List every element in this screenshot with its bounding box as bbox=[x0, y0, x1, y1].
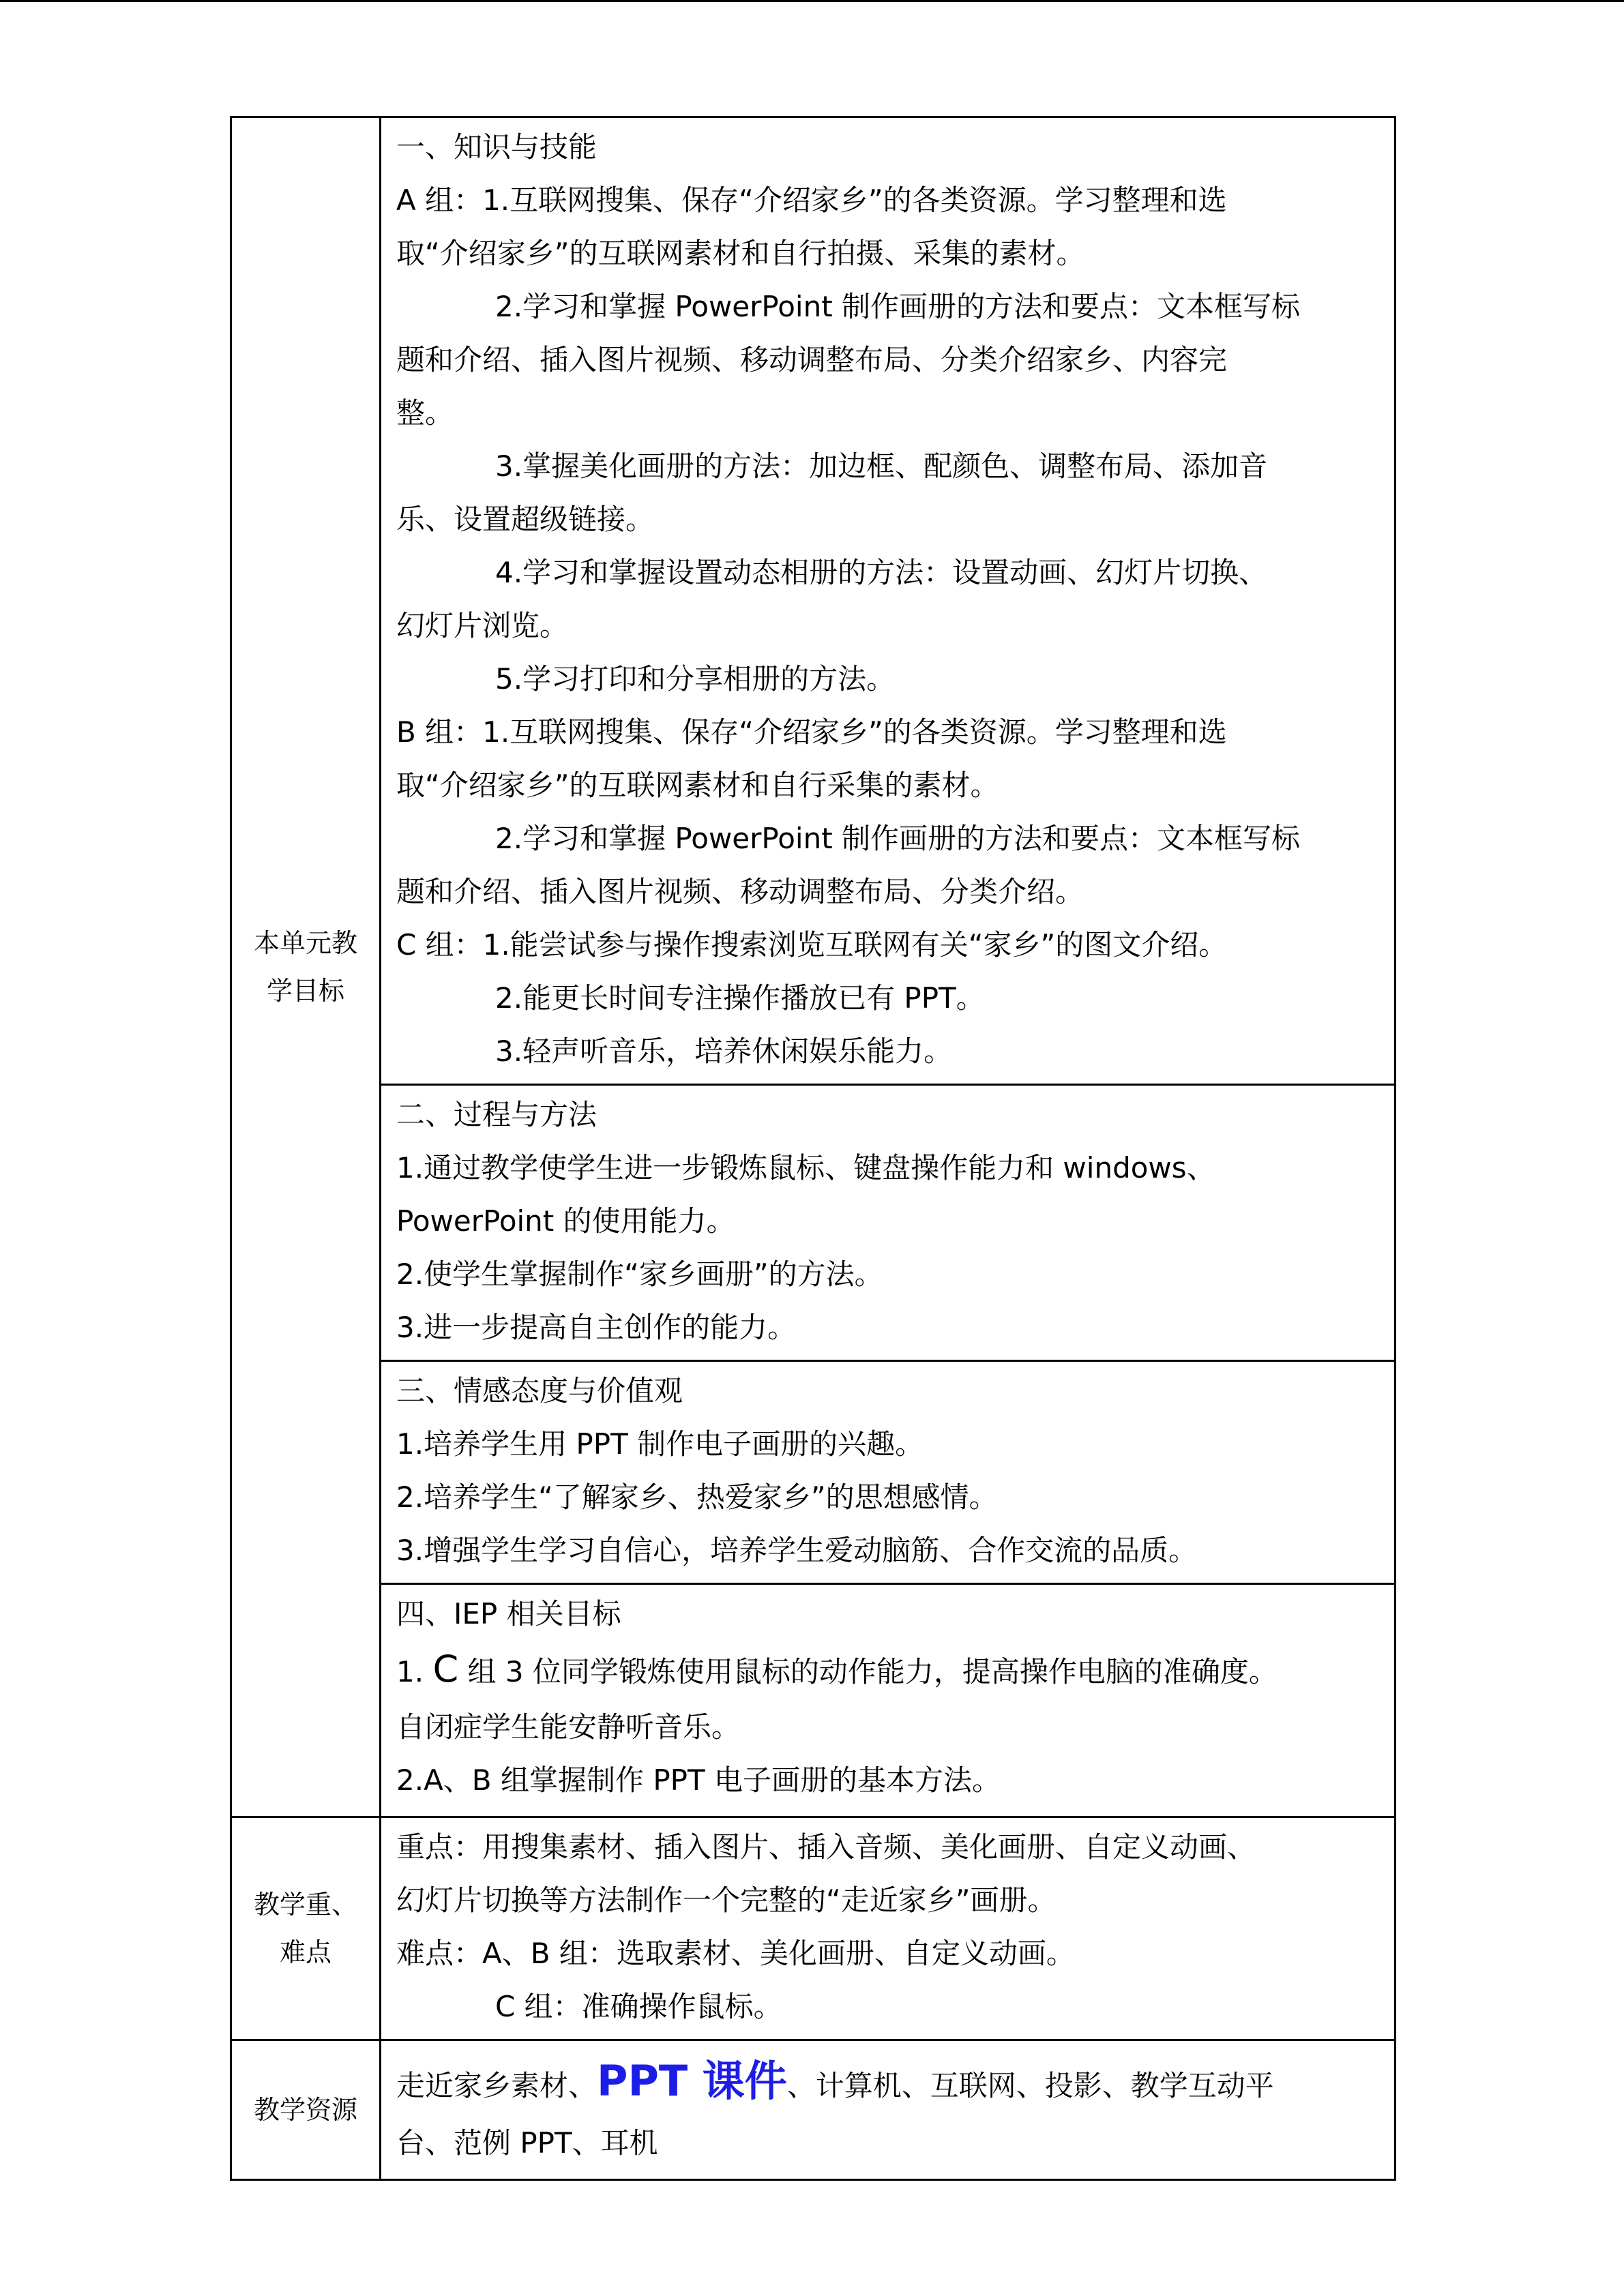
ppt-courseware-highlight: PPT 课件 bbox=[597, 2056, 787, 2106]
process-heading: 二、过程与方法 bbox=[396, 1098, 597, 1131]
knowledge-heading: 一、知识与技能 bbox=[396, 130, 597, 164]
emotion-row bbox=[231, 1361, 1396, 1584]
a-group-line: 取“介绍家乡”的互联网素材和自行拍摄、采集的素材。 bbox=[396, 237, 1085, 270]
process-line: 3.进一步提高自主创作的能力。 bbox=[396, 1311, 797, 1344]
a-group-line: 幻灯片浏览。 bbox=[396, 609, 569, 642]
knowledge-row bbox=[231, 117, 1396, 1085]
emotion-cell bbox=[381, 1361, 1396, 1584]
knowledge-cell bbox=[381, 117, 1396, 1085]
b-group-line: 取“介绍家乡”的互联网素材和自行采集的素材。 bbox=[396, 769, 999, 802]
resources-cell bbox=[381, 2040, 1396, 2180]
key-points-label: 教学重、难点 bbox=[231, 1817, 381, 2040]
lesson-plan-table bbox=[230, 116, 1396, 2181]
a-group-line: 5.学习打印和分享相册的方法。 bbox=[495, 662, 896, 696]
emotion-line: 3.增强学生学习自信心，培养学生爱动脑筋、合作交流的品质。 bbox=[396, 1534, 1198, 1567]
a-group-line: 4.学习和掌握设置动态相册的方法：设置动画、幻灯片切换、 bbox=[495, 556, 1268, 589]
key-points-row bbox=[231, 1817, 1396, 2040]
resources-prefix: 走近家乡素材、 bbox=[396, 2069, 597, 2102]
iep-line: 自闭症学生能安静听音乐。 bbox=[396, 1710, 741, 1744]
c-group-line: 3.轻声听音乐，培养休闲娱乐能力。 bbox=[495, 1034, 953, 1068]
process-line: 2.使学生掌握制作“家乡画册”的方法。 bbox=[396, 1257, 883, 1291]
iep-cell bbox=[381, 1584, 1396, 1817]
iep-heading: 四、IEP 相关目标 bbox=[396, 1597, 621, 1630]
process-line: 1.通过教学使学生进一步锻炼鼠标、键盘操作能力和 windows、 bbox=[396, 1151, 1215, 1184]
emotion-line: 1.培养学生用 PPT 制作电子画册的兴趣。 bbox=[396, 1427, 924, 1461]
b-group-line: 题和介绍、插入图片视频、移动调整布局、分类介绍。 bbox=[396, 875, 1084, 908]
a-group-line: A 组：1.互联网搜集、保存“介绍家乡”的各类资源。学习整理和选 bbox=[396, 183, 1227, 217]
process-cell bbox=[381, 1085, 1396, 1361]
a-group-line: 乐、设置超级链接。 bbox=[396, 503, 655, 536]
page-top-border bbox=[0, 0, 1624, 2]
process-row bbox=[231, 1085, 1396, 1361]
key-points-line: 重点：用搜集素材、插入图片、插入音频、美化画册、自定义动画、 bbox=[396, 1830, 1256, 1864]
b-group-line: 2.学习和掌握 PowerPoint 制作画册的方法和要点：文本框写标 bbox=[495, 822, 1301, 855]
b-group-line: B 组：1.互联网搜集、保存“介绍家乡”的各类资源。学习整理和选 bbox=[396, 715, 1227, 749]
key-points-line: 难点：A、B 组：选取素材、美化画册、自定义动画。 bbox=[396, 1937, 1075, 1970]
key-points-line: C 组：准确操作鼠标。 bbox=[495, 1990, 782, 2023]
objectives-label: 本单元教学目标 bbox=[231, 117, 381, 1817]
emotion-line: 2.培养学生“了解家乡、热爱家乡”的思想感情。 bbox=[396, 1480, 998, 1514]
emotion-heading: 三、情感态度与价值观 bbox=[396, 1374, 683, 1407]
resources-line bbox=[396, 2051, 1385, 2117]
resources-row bbox=[231, 2040, 1396, 2180]
key-points-line: 幻灯片切换等方法制作一个完整的“走近家乡”画册。 bbox=[396, 1883, 1057, 1917]
iep-line bbox=[396, 1641, 1385, 1701]
c-group-line: 2.能更长时间专注操作播放已有 PPT。 bbox=[495, 981, 985, 1015]
iep-line-prefix: 1. bbox=[396, 1655, 433, 1688]
c-group-line: C 组：1.能尝试参与操作搜索浏览互联网有关“家乡”的图文介绍。 bbox=[396, 928, 1228, 961]
iep-row bbox=[231, 1584, 1396, 1817]
process-line: PowerPoint 的使用能力。 bbox=[396, 1204, 735, 1238]
iep-line: 2.A、B 组掌握制作 PPT 电子画册的基本方法。 bbox=[396, 1763, 1001, 1797]
key-points-cell bbox=[381, 1817, 1396, 2040]
iep-line-rest: 组 3 位同学锻炼使用鼠标的动作能力，提高操作电脑的准确度。 bbox=[458, 1655, 1278, 1688]
a-group-line: 题和介绍、插入图片视频、移动调整布局、分类介绍家乡、内容完 bbox=[396, 343, 1228, 376]
resources-suffix: 、计算机、互联网、投影、教学互动平 bbox=[786, 2069, 1274, 2102]
a-group-line: 3.掌握美化画册的方法：加边框、配颜色、调整布局、添加音 bbox=[495, 449, 1268, 483]
resources-label: 教学资源 bbox=[231, 2040, 381, 2180]
a-group-line: 2.学习和掌握 PowerPoint 制作画册的方法和要点：文本框写标 bbox=[495, 290, 1301, 323]
a-group-line: 整。 bbox=[396, 396, 454, 430]
iep-group-letter: C bbox=[432, 1648, 459, 1690]
resources-line: 台、范例 PPT、耳机 bbox=[396, 2126, 658, 2160]
